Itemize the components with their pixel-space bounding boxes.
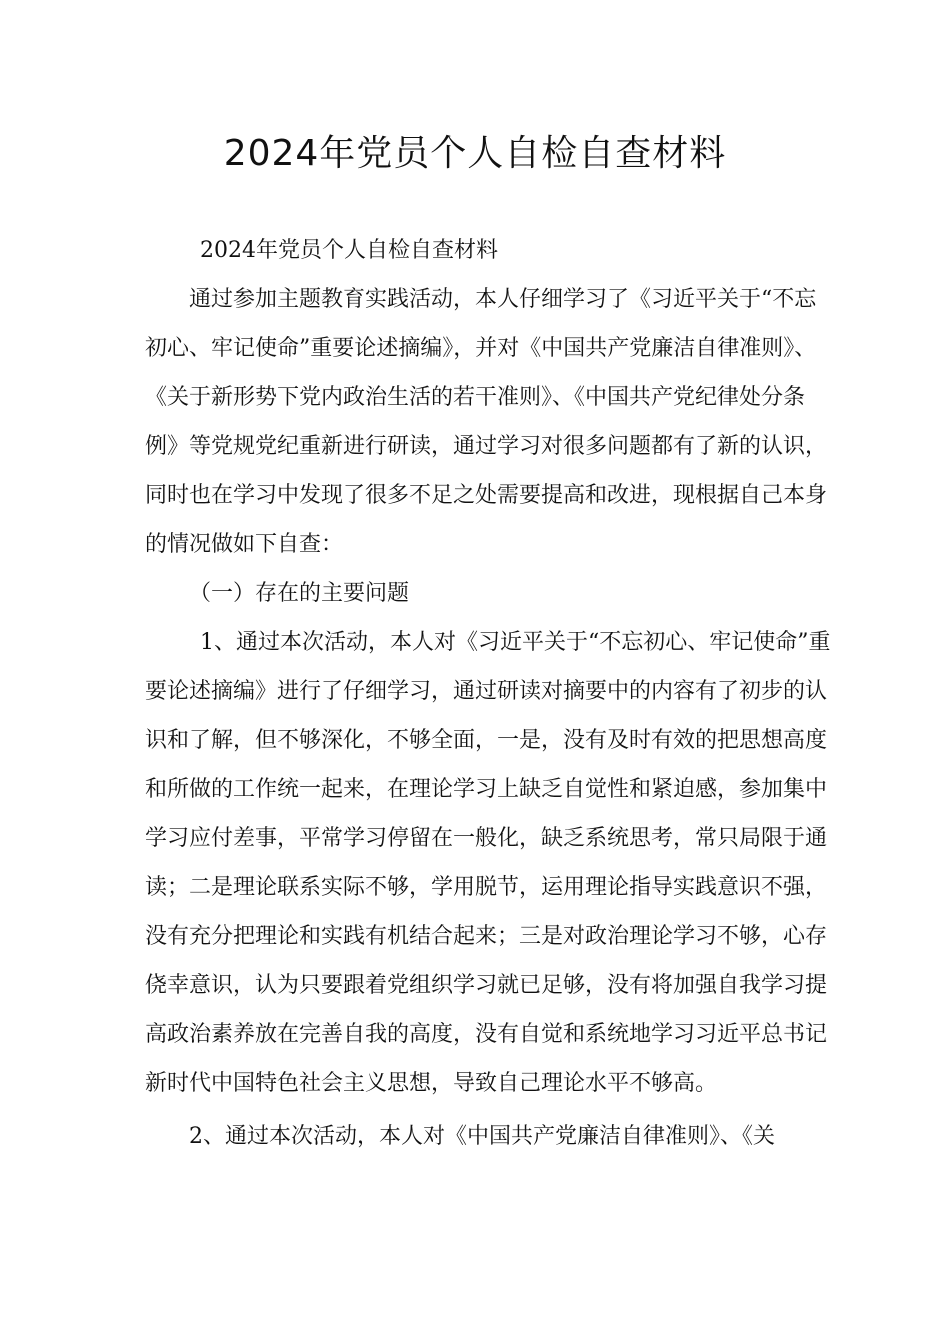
- item-2-paragraph: 2、通过本次活动，本人对《中国共产党廉洁自律准则》、《关: [189, 1124, 775, 1149]
- document-body: [145, 226, 835, 1161]
- document-title: 2024年党员个人自检自查材料: [223, 133, 727, 174]
- document-subtitle: 2024年党员个人自检自查材料: [200, 238, 498, 263]
- section-heading: （一）存在的主要问题: [189, 581, 410, 606]
- intro-paragraph: 通过参加主题教育实践活动，本人仔细学习了《习近平关于“不忘初心、牢记使命”重要论述摘编》，并对《中国共产党廉洁自律准则》、《关于新形势下党内政治生活的若干准则》、《中国共产党纪律处分条例》等党规党纪重新进行研读，通过学习对很多问题都有了新的认识，同时也在学习中发现了很多不足之处需要提高和改进，现根据自己本身的情况做如下自查：: [145, 287, 828, 557]
- item-1-paragraph: 1、通过本次活动，本人对《习近平关于“不忘初心、牢记使命”重要论述摘编》进行了仔细学习，通过研读对摘要中的内容有了初步的认识和了解，但不够深化，不够全面，一是，没有及时有效的把思想高度和所做的工作统一起来，在理论学习上缺乏自觉性和紧迫感，参加集中学习应付差事，平常学习停留在一般化，缺乏系统思考，常只局限于通读；二是理论联系实际不够，学用脱节，运用理论指导实践意识不强，没有充分把理论和实践有机结合起来；三是对政治理论学习不够，心存侥幸意识，认为只要跟着党组织学习就已足够，没有将加强自我学习提高政治素养放在完善自我的高度，没有自觉和系统地学习习近平总书记新时代中国特色社会主义思想，导致自己理论水平不够高。: [145, 630, 831, 1096]
